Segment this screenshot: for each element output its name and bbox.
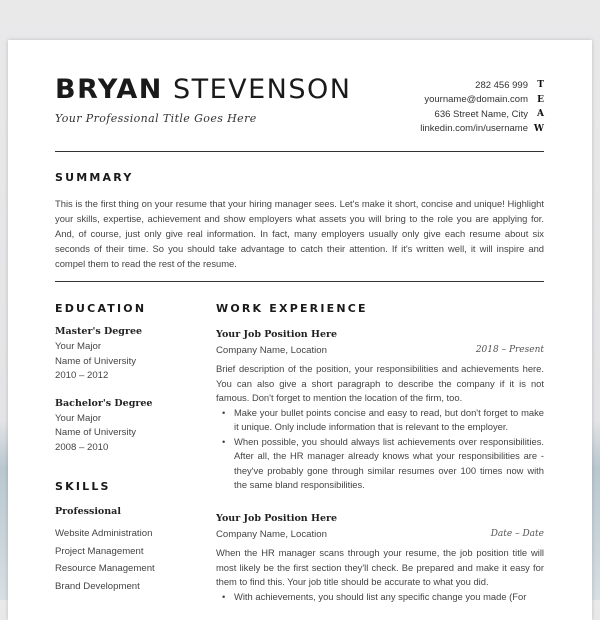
skill-item: Project Management bbox=[55, 545, 144, 557]
degree: Master's Degree bbox=[55, 326, 143, 337]
professional-title: Your Professional Title Goes Here bbox=[55, 112, 257, 125]
job-meta bbox=[216, 529, 544, 540]
job-description: Brief description of the position, your responsibilities and achievements here. You can also give a short paragraph to describe the company if it is not famous. Don't forget to mention the location of the firm, too. bbox=[216, 363, 544, 403]
work-heading: WORK EXPERIENCE bbox=[216, 302, 368, 315]
contact-info bbox=[420, 78, 544, 136]
education-heading: EDUCATION bbox=[55, 302, 147, 315]
email-key: E bbox=[537, 94, 544, 105]
address-key: A bbox=[537, 109, 544, 119]
company-name: Company Name, Location bbox=[216, 345, 327, 356]
job-dates: 2018 – Present bbox=[475, 345, 544, 355]
phone-key: T bbox=[537, 80, 544, 90]
last-name: STEVENSON bbox=[172, 74, 352, 105]
years: 2010 – 2012 bbox=[55, 370, 109, 381]
contact-email bbox=[420, 93, 544, 107]
job-bullets bbox=[216, 406, 544, 493]
skills-list bbox=[55, 525, 155, 596]
education-list bbox=[55, 326, 195, 469]
phone-value: 282 456 999 bbox=[475, 79, 528, 91]
summary-text: This is the first thing on your resume that your hiring manager sees. Let's make it short, concise and unique! Highlight your skills, expertise, achievement and show employers what assets you will bring to the role you are applying for. And, of course, just only give real information. In fact, many employers usually only give each resume about six seconds of their time. So you should take advantage to catch their attention. If it's written well, it will inspire and compel them to read the rest of the resume. bbox=[55, 198, 544, 269]
skill-item: Resource Management bbox=[55, 563, 155, 575]
job-bullets bbox=[216, 590, 544, 605]
skill-item: Website Administration bbox=[55, 528, 153, 539]
resume-page bbox=[8, 40, 592, 620]
skill-item: Brand Development bbox=[55, 581, 140, 593]
bullet-item: • When possible, you should always list achievements over responsibilities. After all, the HR manager already knows what your responsibilities are - they've probably gone through similar resumes over 100 times now with the same bland responsibilities. bbox=[216, 435, 544, 493]
website-value: linkedin.com/in/username bbox=[420, 123, 528, 134]
summary-divider bbox=[55, 281, 544, 282]
job-position: Your Job Position Here bbox=[216, 329, 338, 340]
job-description: When the HR manager scans through your resume, the job position title will most likely be the first section they'll check. Be prepared and make it easy for them to find this. Your job title should be accurate to what you did. bbox=[216, 547, 544, 587]
website-key: W bbox=[533, 123, 544, 134]
email-value: yourname@domain.com bbox=[424, 94, 528, 105]
job-meta bbox=[216, 345, 544, 356]
bullet-item: • With achievements, you should list any specific change you made (For bbox=[216, 590, 544, 605]
major: Your Major bbox=[55, 412, 102, 424]
skills-heading: SKILLS bbox=[55, 480, 111, 493]
contact-address bbox=[420, 107, 544, 121]
job-position: Your Job Position Here bbox=[216, 513, 338, 524]
major: Your Major bbox=[55, 341, 102, 352]
candidate-name bbox=[55, 74, 351, 105]
job-entry bbox=[216, 329, 544, 493]
address-value: 636 Street Name, City bbox=[434, 108, 528, 120]
job-entry bbox=[216, 513, 544, 604]
company-name: Company Name, Location bbox=[216, 529, 327, 540]
skills-subheading: Professional bbox=[55, 506, 121, 517]
education-entry bbox=[55, 326, 195, 384]
contact-phone bbox=[420, 78, 544, 92]
header-divider bbox=[55, 151, 544, 152]
education-entry bbox=[55, 398, 195, 456]
bullet-item: • Make your bullet points concise and easy to read, but don't forget to make it unique. Only include information that is relevant to the employer. bbox=[216, 406, 544, 435]
job-dates: Date – Date bbox=[490, 529, 544, 539]
contact-website bbox=[420, 122, 544, 136]
years: 2008 – 2010 bbox=[55, 441, 109, 453]
first-name: BRYAN bbox=[55, 74, 163, 105]
university: Name of University bbox=[55, 355, 137, 367]
degree: Bachelor's Degree bbox=[55, 397, 153, 409]
summary-heading: SUMMARY bbox=[55, 171, 134, 184]
university: Name of University bbox=[55, 427, 137, 438]
